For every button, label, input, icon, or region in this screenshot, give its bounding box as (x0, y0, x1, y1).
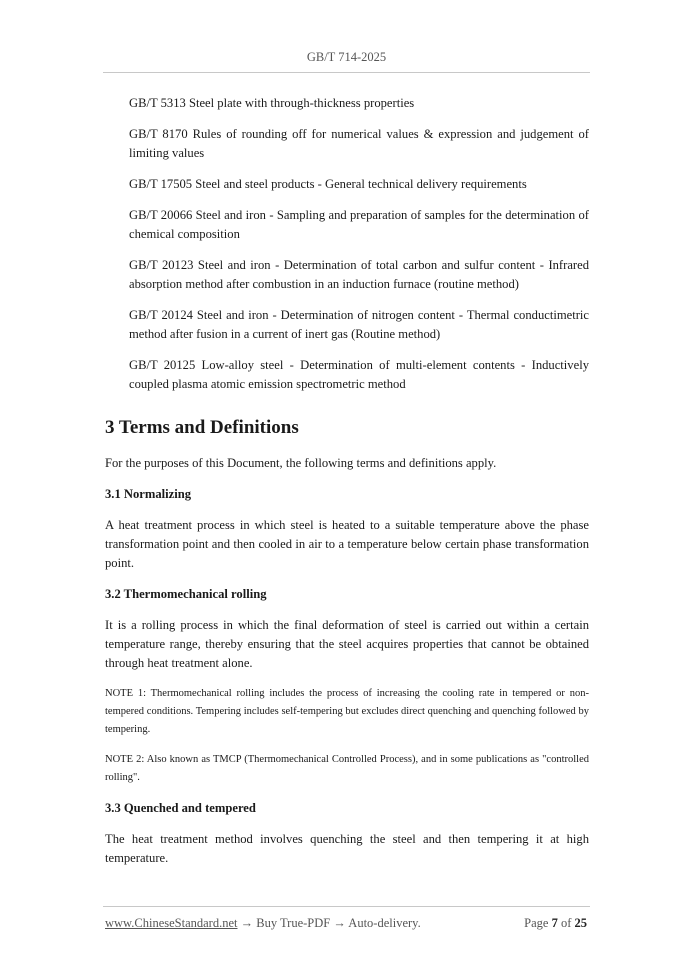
term-normalizing (105, 485, 589, 573)
note-2: NOTE 2: Also known as TMCP (Thermomechanical Controlled Process), and in some publications as "controlled rolling". (105, 754, 589, 783)
section-intro: For the purposes of this Document, the following terms and definitions apply. (105, 456, 497, 470)
website-link[interactable]: www.ChineseStandard.net (105, 916, 238, 930)
page-label: Page (524, 916, 549, 930)
header-divider (103, 72, 590, 73)
reference-item: GB/T 20123 Steel and iron - Determination of total carbon and sulfur content - Infrared absorption method after combustion in an induction furnace (routine method) (129, 258, 589, 291)
page-number (524, 916, 587, 931)
footer-divider (103, 906, 590, 907)
reference-item: GB/T 20066 Steel and iron - Sampling and preparation of samples for the determination of chemical composition (129, 208, 589, 241)
reference-item: GB/T 5313 Steel plate with through-thickness properties (129, 96, 415, 110)
term-definition: A heat treatment process in which steel is heated to a suitable temperature above the phase transformation point and then cooled in air to a temperature below certain phase transformation point. (105, 518, 589, 570)
normative-references-list (105, 94, 589, 394)
term-definition: The heat treatment method involves quenching the steel and then tempering it at high temperature. (105, 832, 589, 865)
term-heading: 3.2 Thermomechanical rolling (105, 587, 267, 601)
page-of-label: of (560, 916, 572, 930)
reference-item: GB/T 20125 Low-alloy steel - Determination of multi-element contents - Inductively coupled plasma atomic emission spectrometric method (129, 358, 589, 391)
term-thermomechanical-rolling (105, 585, 589, 787)
section-heading: 3 Terms and Definitions (105, 417, 299, 438)
term-quenched-and-tempered (105, 799, 589, 868)
total-pages: 25 (574, 916, 587, 930)
footer-promo (105, 916, 421, 931)
term-heading: 3.1 Normalizing (105, 487, 192, 501)
reference-item: GB/T 17505 Steel and steel products - General technical delivery requirements (129, 177, 527, 191)
page-header (0, 50, 693, 65)
document-number: GB/T 714-2025 (306, 50, 387, 64)
page-content (105, 94, 589, 880)
note-1: NOTE 1: Thermomechanical rolling includes the process of increasing the cooling rate in tempered or non-tempered conditions. Tempering includes self-tempering but excludes direct quenching and quenching followed by tempering. (105, 688, 589, 735)
current-page: 7 (551, 916, 558, 930)
reference-item: GB/T 20124 Steel and iron - Determination of nitrogen content - Thermal conductimetric method after fusion in a current of inert gas (Routine method) (129, 308, 589, 341)
term-heading: 3.3 Quenched and tempered (105, 801, 256, 815)
reference-item: GB/T 8170 Rules of rounding off for numerical values & expression and judgement of limiting values (129, 127, 589, 160)
footer-promo-text: → Buy True-PDF → Auto-delivery. (237, 916, 421, 930)
term-definition: It is a rolling process in which the final deformation of steel is carried out within a certain temperature range, thereby ensuring that the steel acquires properties that cannot be obtained through heat treatment alone. (105, 618, 589, 670)
